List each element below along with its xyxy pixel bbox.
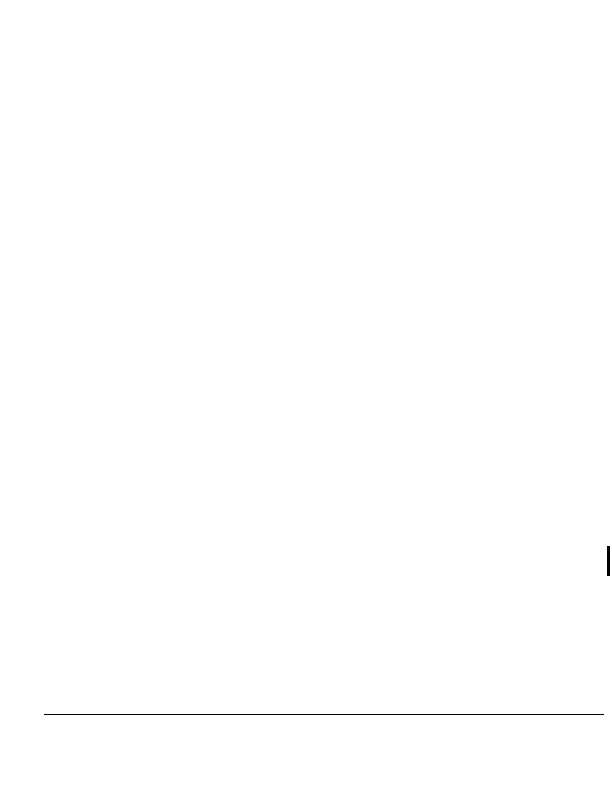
footer-rule — [44, 714, 604, 715]
right-margin-mark — [607, 546, 610, 576]
